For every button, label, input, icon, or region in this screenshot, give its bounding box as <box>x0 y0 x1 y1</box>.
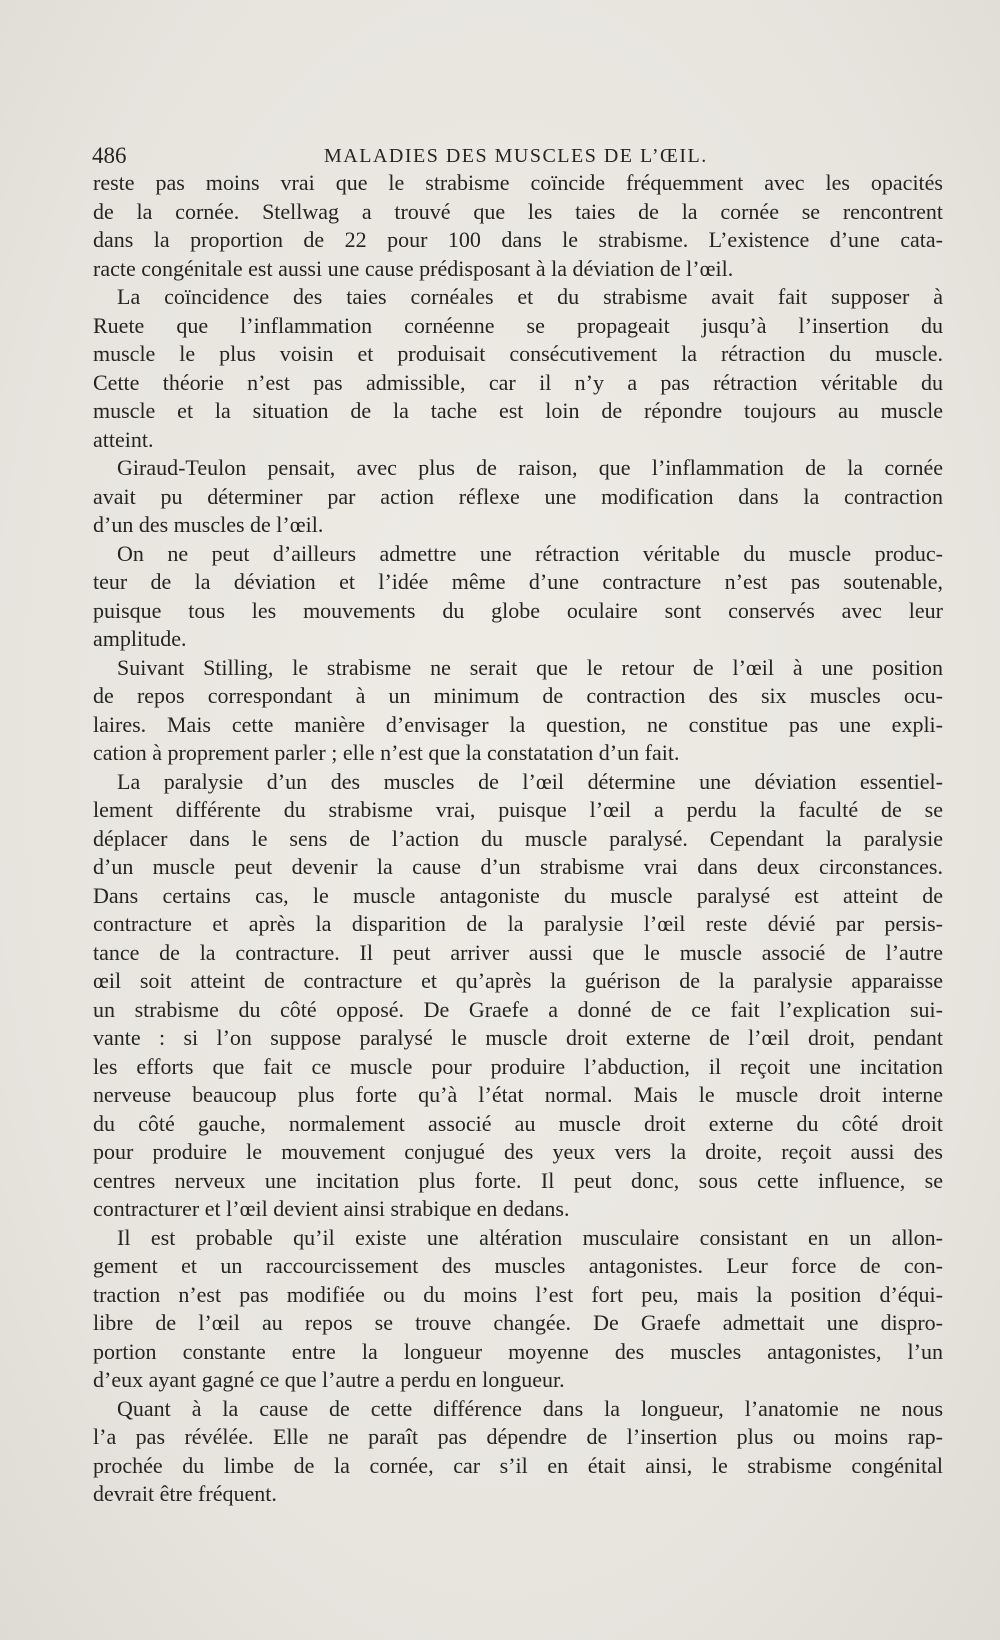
text-line: La paralysie d’un des muscles de l’œil détermine une déviation essentiel- <box>117 768 943 794</box>
text-line: Il est probable qu’il existe une altération musculaire consistant en un allon- <box>117 1224 943 1250</box>
text-line: traction n’est pas modifiée ou du moins l’est fort peu, mais la position d’équi- <box>93 1281 943 1307</box>
text-line: contracturer et l’œil devient ainsi strabique en dedans. <box>93 1196 570 1221</box>
text-line: lement différente du strabisme vrai, puisque l’œil a perdu la faculté de se <box>93 797 943 822</box>
body-text <box>93 169 943 1509</box>
text-line: dans la proportion de 22 pour 100 dans le strabisme. L’existence d’une cata- <box>93 227 943 252</box>
text-line: muscle le plus voisin et produisait consécutivement la rétraction du muscle. <box>93 341 943 366</box>
text-line: reste pas moins vrai que le strabisme coïncide fréquemment avec les opacités <box>93 170 943 195</box>
text-line: Dans certains cas, le muscle antagoniste du muscle paralysé est atteint de <box>93 882 943 908</box>
text-line: du côté gauche, normalement associé au muscle droit externe du côté droit <box>93 1110 943 1136</box>
text-line: tance de la contracture. Il peut arriver aussi que le muscle associé de l’autre <box>93 939 943 965</box>
text-line: vante : si l’on suppose paralysé le muscle droit externe de l’œil droit, pendant <box>93 1025 943 1050</box>
text-line: avait pu déterminer par action réflexe une modification dans la contraction <box>93 483 943 509</box>
text-line: La coïncidence des taies cornéales et du strabisme avait fait supposer à <box>117 284 943 309</box>
text-line: un strabisme du côté opposé. De Graefe a donné de ce fait l’explication sui- <box>93 996 943 1022</box>
text-line: d’un des muscles de l’œil. <box>93 512 324 537</box>
text-line: les efforts que fait ce muscle pour produire l’abduction, il reçoit une incitation <box>93 1053 943 1079</box>
text-line: Giraud-Teulon pensait, avec plus de raison, que l’inflammation de la cornée <box>117 455 943 480</box>
text-line: puisque tous les mouvements du globe oculaire sont conservés avec leur <box>93 597 943 623</box>
text-line: atteint. <box>93 426 154 452</box>
text-line: teur de la déviation et l’idée même d’une contracture n’est pas soutenable, <box>93 569 943 594</box>
text-line: de repos correspondant à un minimum de contraction des six muscles ocu- <box>93 683 943 708</box>
text-line: d’eux ayant gagné ce que l’autre a perdu en longueur. <box>93 1367 565 1392</box>
text-line: libre de l’œil au repos se trouve changée. De Graefe admettait une dispro- <box>93 1310 943 1335</box>
text-line: nerveuse beaucoup plus forte qu’à l’état normal. Mais le muscle droit interne <box>93 1082 943 1107</box>
text-line: centres nerveux une incitation plus forte. Il peut donc, sous cette influence, se <box>93 1167 943 1193</box>
text-line: l’a pas révélée. Elle ne paraît pas dépendre de l’insertion plus ou moins rap- <box>93 1424 943 1449</box>
page-header <box>92 140 722 172</box>
text-line: pour produire le mouvement conjugué des yeux vers la droite, reçoit aussi des <box>93 1139 943 1164</box>
text-line: déplacer dans le sens de l’action du muscle paralysé. Cependant la paralysie <box>93 825 943 851</box>
text-line: Suivant Stilling, le strabisme ne serait que le retour de l’œil à une position <box>117 654 943 680</box>
text-line: Ruete que l’inflammation cornéenne se propageait jusqu’à l’insertion du <box>93 312 943 338</box>
text-line: d’un muscle peut devenir la cause d’un strabisme vrai dans deux circonstances. <box>93 854 943 879</box>
running-title: MALADIES DES MUSCLES DE L’ŒIL. <box>324 145 708 167</box>
text-line: Cette théorie n’est pas admissible, car il n’y a pas rétraction véritable du <box>93 369 943 395</box>
text-line: prochée du limbe de la cornée, car s’il en était ainsi, le strabisme congénital <box>93 1452 943 1478</box>
page-number: 486 <box>92 143 127 168</box>
text-line: gement et un raccourcissement des muscles antagonistes. Leur force de con- <box>93 1253 943 1278</box>
text-line: cation à proprement parler ; elle n’est que la constatation d’un fait. <box>93 740 680 765</box>
text-line: œil soit atteint de contracture et qu’après la guérison de la paralysie apparaisse <box>93 968 943 993</box>
text-line: Quant à la cause de cette différence dans la longueur, l’anatomie ne nous <box>117 1395 943 1421</box>
text-line: laires. Mais cette manière d’envisager la question, ne constitue pas une expli- <box>93 711 943 737</box>
text-line: muscle et la situation de la tache est loin de répondre toujours au muscle <box>93 398 943 423</box>
text-line: devrait être fréquent. <box>93 1481 277 1506</box>
text-line: amplitude. <box>93 626 187 651</box>
text-line: On ne peut d’ailleurs admettre une rétraction véritable du muscle produc- <box>117 540 943 566</box>
text-line: de la cornée. Stellwag a trouvé que les taies de la cornée se rencontrent <box>93 198 943 224</box>
text-line: contracture et après la disparition de la paralysie l’œil reste dévié par persis- <box>93 911 943 936</box>
text-line: racte congénitale est aussi une cause prédisposant à la déviation de l’œil. <box>93 255 734 281</box>
text-line: portion constante entre la longueur moyenne des muscles antagonistes, l’un <box>93 1338 943 1364</box>
